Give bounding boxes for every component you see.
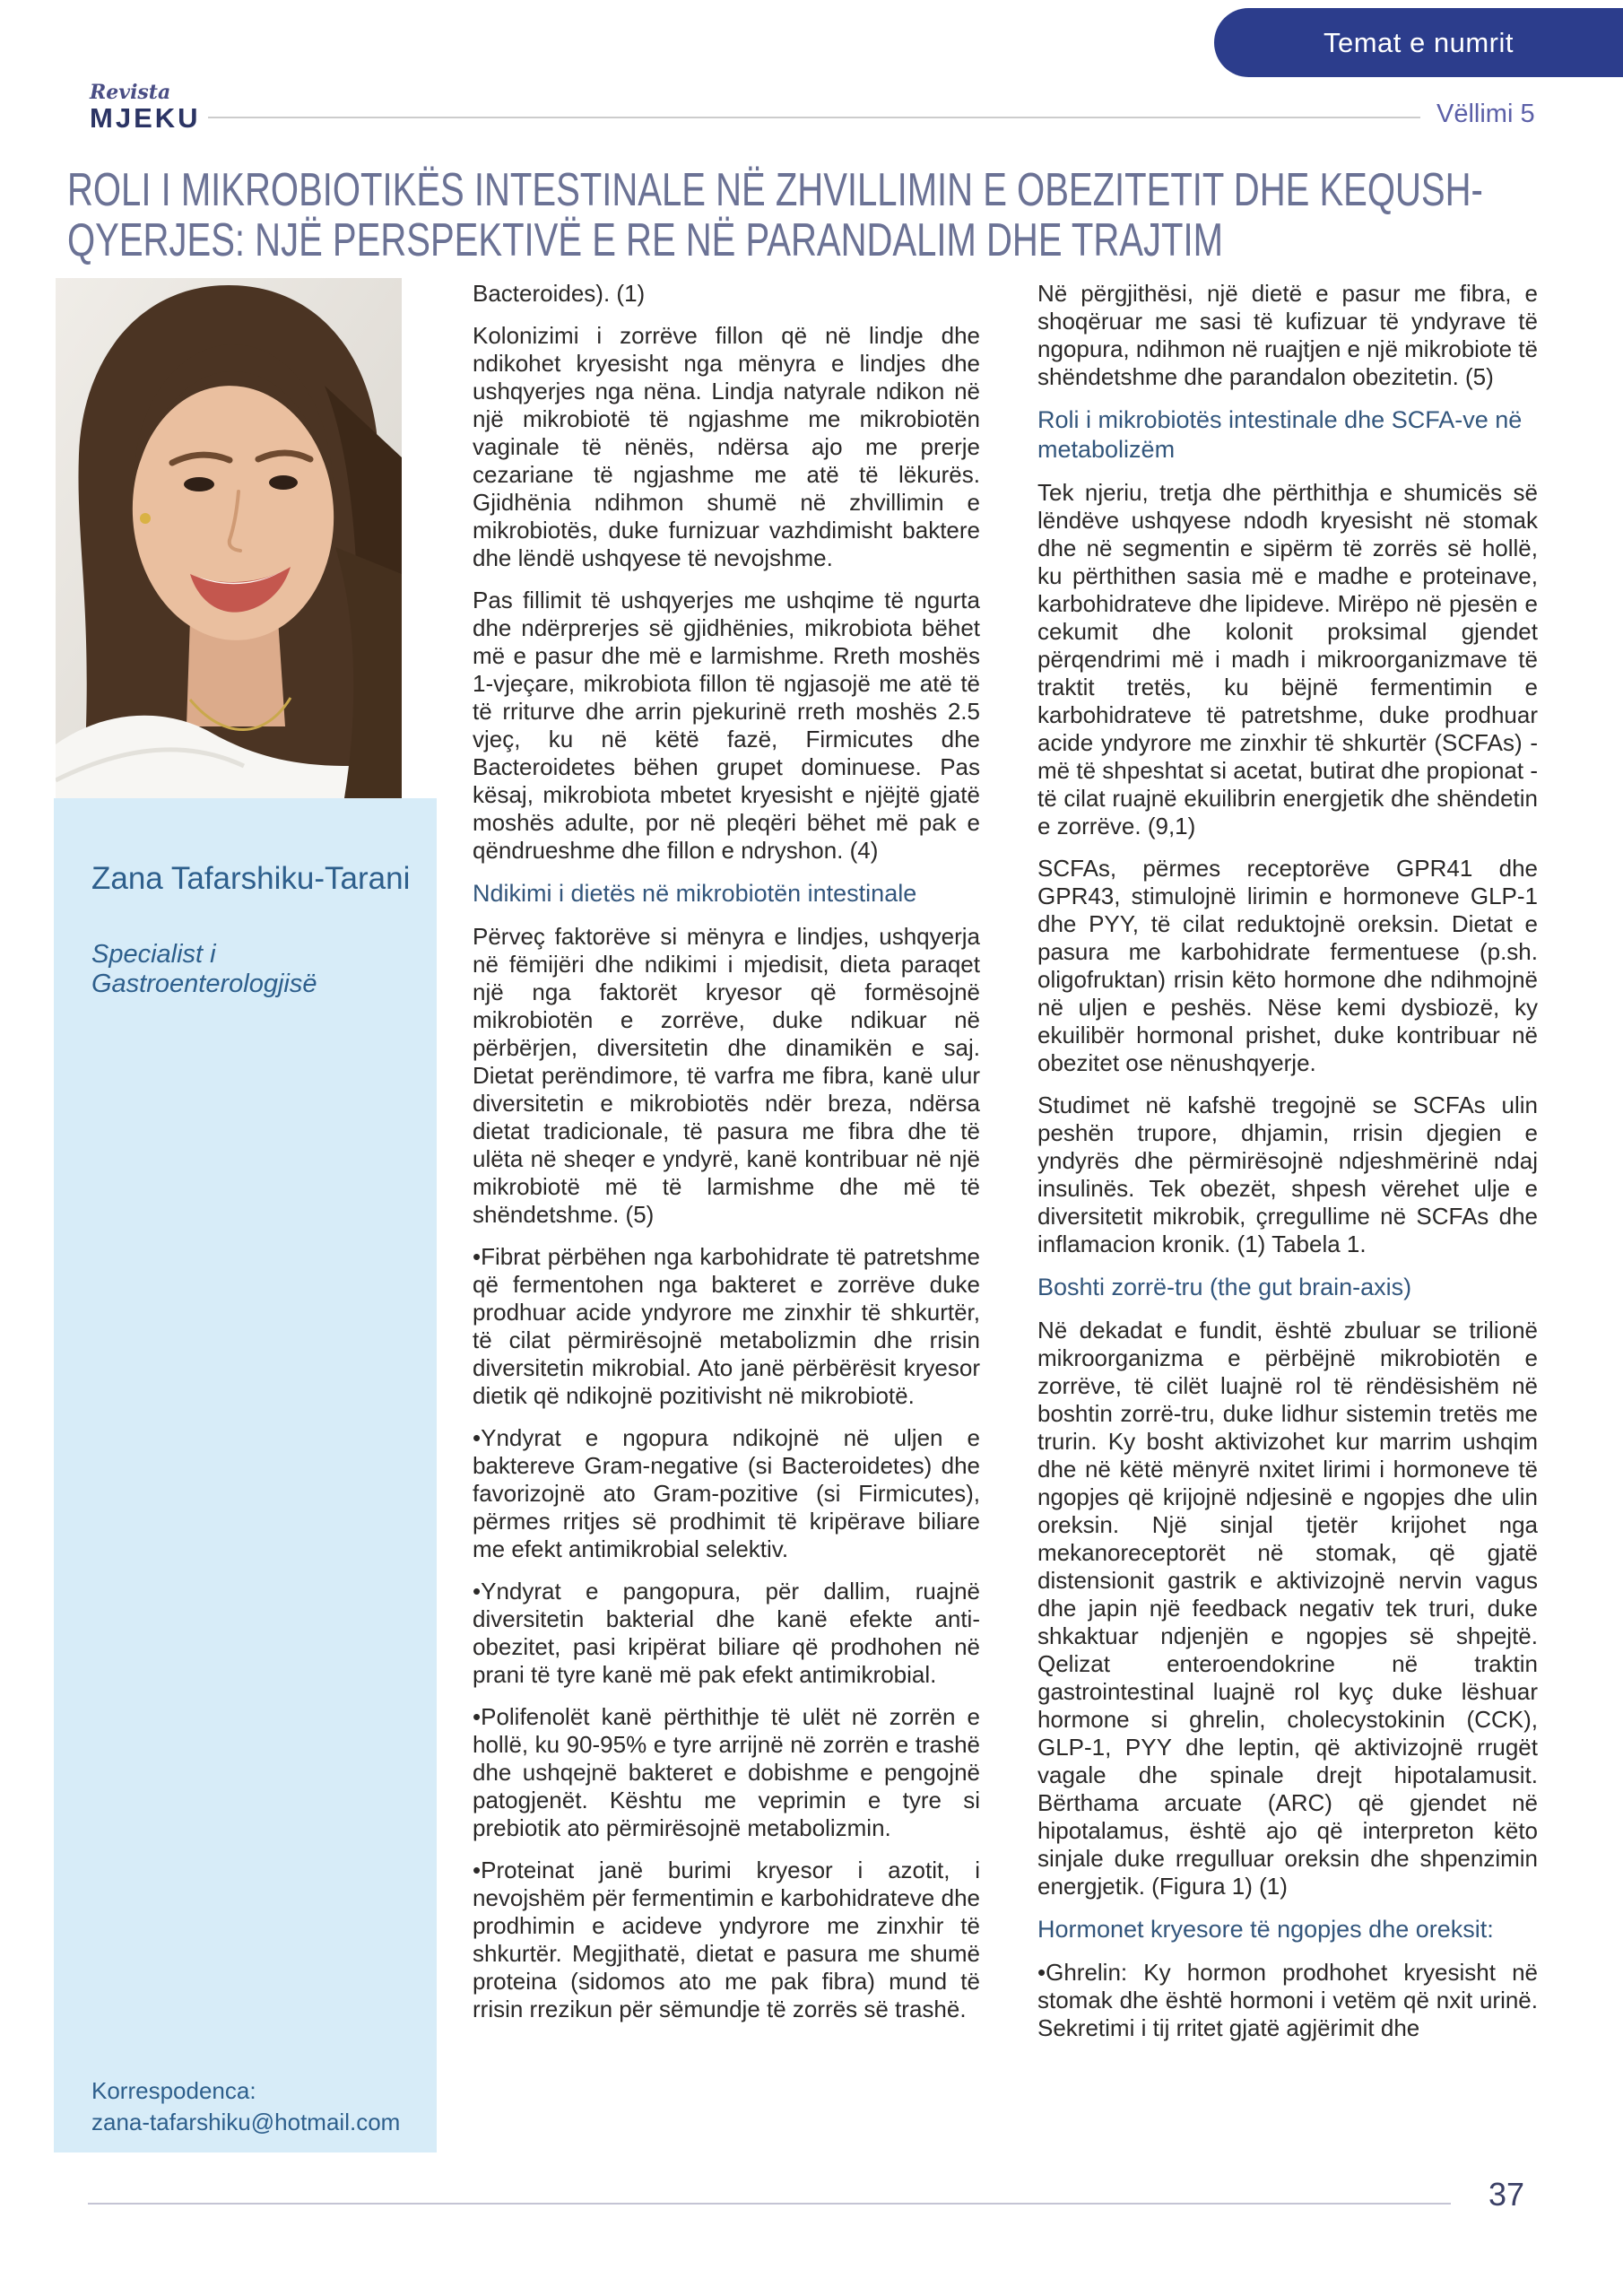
paragraph: Kolonizimi i zorrëve fillon që në lindje dhe ndikohet kryesisht nga mënyra e lindjes dhe ushqyerjes nga nëna. Lindja natyrale ndikon në një mikrobiotë të ngjashme me mikrobiotën vaginale të nënës, ndërsa ajo me prerje cezariane të ngjashme me atë të lëkurës. Gjidhënia ndihmon shumë në zhvillimin e mikrobiotës, duke furnizuar vazhdimisht baktere dhe lëndë ushqyese të nevojshme.: [473, 322, 980, 571]
volume-label: Vëllimi 5: [1436, 100, 1535, 128]
journal-logo: [90, 83, 201, 133]
author-name: Zana Tafarshiku-Tarani: [91, 861, 411, 896]
paragraph: •Polifenolët kanë përthithje të ulët në zorrën e hollë, ku 90-95% e tyre arrijnë në zorrën e trashë dhe ushqejnë bakteret e dobishme e pengojnë patogjenët. Kështu me veprimin e tyre si prebiotik ato përmirësojnë metabolizmin.: [473, 1703, 980, 1841]
correspondence-block: [91, 2075, 400, 2138]
section-heading: Hormonet kryesore të ngopjes dhe oreksit:: [1037, 1916, 1494, 1943]
paragraph: •Ghrelin: Ky hormon prodhohet kryesisht në stomak dhe është hormoni i vetëm që nxit urinë. Sekretimi i tij rritet gjatë agjërimit dhe: [1037, 1959, 1538, 2041]
article-title-line2: QYERJES: NJË PERSPEKTIVË E RE NË PARANDALIM DHE TRAJTIM: [67, 214, 1223, 266]
article-title-line1: ROLI I MIKROBIOTIKËS INTESTINALE NË ZHVILLIMIN E OBEZITETIT DHE KEQUSH-: [67, 164, 1483, 216]
section-heading: Ndikimi i dietës në mikrobiotën intestinale: [473, 880, 917, 907]
footer-divider: [88, 2203, 1451, 2205]
paragraph: Pas fillimit të ushqyerjes me ushqime të ngurta dhe ndërprerjes së gjidhënies, mikrobiota bëhet më e pasur dhe më e larmishme. Rreth moshës 1-vjeçare, mikrobiota fillon të ngjasojë me atë të të rriturve dhe arrin pjekurinë rreth moshës 2.5 vjeç, ku në këtë fazë, Firmicutes dhe Bacteroidetes bëhen grupet dominuese. Pas kësaj, mikrobiota mbetet kryesisht e njëjtë gjatë moshës adulte, por në pleqëri bëhet më pak e qëndrueshme dhe fillon e ndryshon. (4): [473, 587, 980, 864]
banner-label: Temat e numrit: [1323, 26, 1514, 58]
author-role: Specialist i Gastroenterologjisë: [91, 940, 317, 998]
paragraph: Tek njeriu, tretja dhe përthithja e shumicës së lëndëve ushqyese ndodh kryesisht në stomak dhe në segmentin e sipërm të zorrës së hollë, ku përthithen sasia më e madhe e proteinave, karbohidrateve dhe lipideve. Mirëpo në pjesën e cekumit dhe kolonit proksimal gjendet përqendrimi më i madh i mikroorganizmave të traktit tretës, ku bëjnë fermentimin e karbohidrateve të patretshme, duke prodhuar acide yndyrore me zinxhir të shkurtër (SCFAs) - më të shpeshtat si acetat, butirat dhe propionat - të cilat ruajnë ekuilibrin energjetik dhe shëndetin e zorrëve. (9,1): [1037, 479, 1538, 839]
paragraph: Në përgjithësi, një dietë e pasur me fibra, e shoqëruar me sasi të kufizuar të yndyrave të ngopura, ndihmon në ruajtjen e një mikrobiote të shëndetshme dhe parandalon obezitetin. (5): [1037, 280, 1538, 390]
paragraph: •Proteinat janë burimi kryesor i azotit, i nevojshëm për fermentimin e karbohidrateve dhe prodhimin e acideve yndyrore me zinxhir të shkurtër. Megjithatë, dietat e pasura me shumë proteina (sidomos ato me pak fibra) mund të rrisin rrezikun për sëmundje të zorrës së trashë.: [473, 1857, 980, 2022]
paragraph: •Yndyrat e ngopura ndikojnë në uljen e baktereve Gram-negative (si Bacteroidetes) dhe favorizojnë ato Gram-pozitive (si Firmicutes), përmes rritjes së prodhimit të kripërave biliare me efekt antimikrobial selektiv.: [473, 1424, 980, 1562]
article-column-middle: [473, 280, 980, 2038]
section-heading: Roli i mikrobiotës intestinale dhe SCFA-ve në metabolizëm: [1037, 406, 1523, 463]
article-column-right: [1037, 280, 1538, 2057]
logo-mjeku: MJEKU: [90, 102, 201, 134]
paragraph: Përveç faktorëve si mënyra e lindjes, ushqyerja në fëmijëri dhe ndikimi i mjedisit, dieta paraqet një nga faktorët kryesor që formësojnë mikrobiotën e zorrëve, duke ndikuar në përbërjen, diversitetin dhe dinamikën e saj. Dietat perëndimore, të varfra me fibra, kanë ulur diversitetin e mikrobiotës ndër breza, ndërsa dietat tradicionale, të pasura me fibra dhe të ulëta në sheqer e yndyrë, kanë kontribuar në një mikrobiotë më të larmishme dhe më të shëndetshme. (5): [473, 923, 980, 1228]
header-divider: [208, 117, 1420, 118]
section-heading: Boshti zorrë-tru (the gut brain-axis): [1037, 1274, 1412, 1300]
page-number: 37: [1488, 2176, 1525, 2213]
paragraph: SCFAs, përmes receptorëve GPR41 dhe GPR43, stimulojnë lirimin e hormoneve GLP-1 dhe PYY, të cilat reduktojnë oreksin. Dietat e pasura me karbohidrate fermentuese (p.sh. oligofruktan) rrisin këto hormone dhe ndihmojnë në uljen e peshës. Nëse kemi dysbiozë, ky ekuilibër hormonal prishet, duke kontribuar në obezitet ose nënushqyerje.: [1037, 855, 1538, 1076]
section-banner: [1214, 8, 1623, 77]
paragraph: Në dekadat e fundit, është zbuluar se trilionë mikroorganizma e përbëjnë mikrobiotën e zorrëve, të cilët luajnë rol të rëndësishëm në boshtin zorrë-tru, duke lidhur sistemin tretës me trurin. Ky bosht aktivizohet kur marrim ushqim dhe në këtë mënyrë nxitet lirimi i hormoneve të ngopjes që krijojnë ndjesinë e ngopjes dhe ulin oreksin. Një sinjal tjetër krijohet nga mekanoreceptorët në stomak, që gjatë distensionit gastrik e aktivizojnë nervin vagus dhe japin një feedback negativ tek truri, duke shkaktuar ndjenjën e ngopjes së shpejtë. Qelizat enteroendokrine në traktin gastrointestinal luajnë rol kyç duke lëshuar hormone si ghrelin, cholecystokinin (CCK), GLP-1, PYY dhe leptin, që aktivizojnë rrugët vagale dhe spinale drejt hipotalamusit. Bërthama arcuate (ARC) që gjendet në hipotalamus, është ajo që interpreton këto sinjale duke rregulluar oreksin dhe shpenzimin energjetik. (Figura 1) (1): [1037, 1317, 1538, 1900]
paragraph: •Fibrat përbëhen nga karbohidrate të patretshme që fermentohen nga bakteret e zorrëve duke prodhuar acide yndyrore me zinxhir të shkurtër, të cilat përmirësojnë metabolizmin dhe rrisin diversitetin mikrobial. Ato janë përbërësit kryesor dietik që ndikojnë pozitivisht në mikrobiotë.: [473, 1243, 980, 1409]
author-portrait-illustration: [56, 278, 402, 798]
correspondence-email: zana-tafarshiku@hotmail.com: [91, 2109, 401, 2135]
article-title: [67, 165, 1623, 265]
paragraph: Bacteroides). (1): [473, 280, 646, 307]
correspondence-label: Korrespodenca:: [91, 2077, 256, 2104]
paragraph: Studimet në kafshë tregojnë se SCFAs ulin peshën trupore, dhjamin, rrisin djegien e yndyrës dhe përmirësojnë ndjeshmërinë ndaj insulinës. Tek obezët, shpesh vërehet ulje e diversitetit mikrobik, çrregullime në SCFAs dhe inflamacion kronik. (1) Tabela 1.: [1037, 1091, 1538, 1257]
logo-revista: Revista: [90, 81, 171, 104]
author-panel: [54, 798, 437, 2152]
paragraph: •Yndyrat e pangopura, për dallim, ruajnë diversitetin bakterial dhe kanë efekte anti-obezitet, pasi kripërat biliare që prodhohen në prani të tyre kanë më pak efekt antimikrobial.: [473, 1578, 980, 1688]
author-photo: [56, 278, 402, 798]
